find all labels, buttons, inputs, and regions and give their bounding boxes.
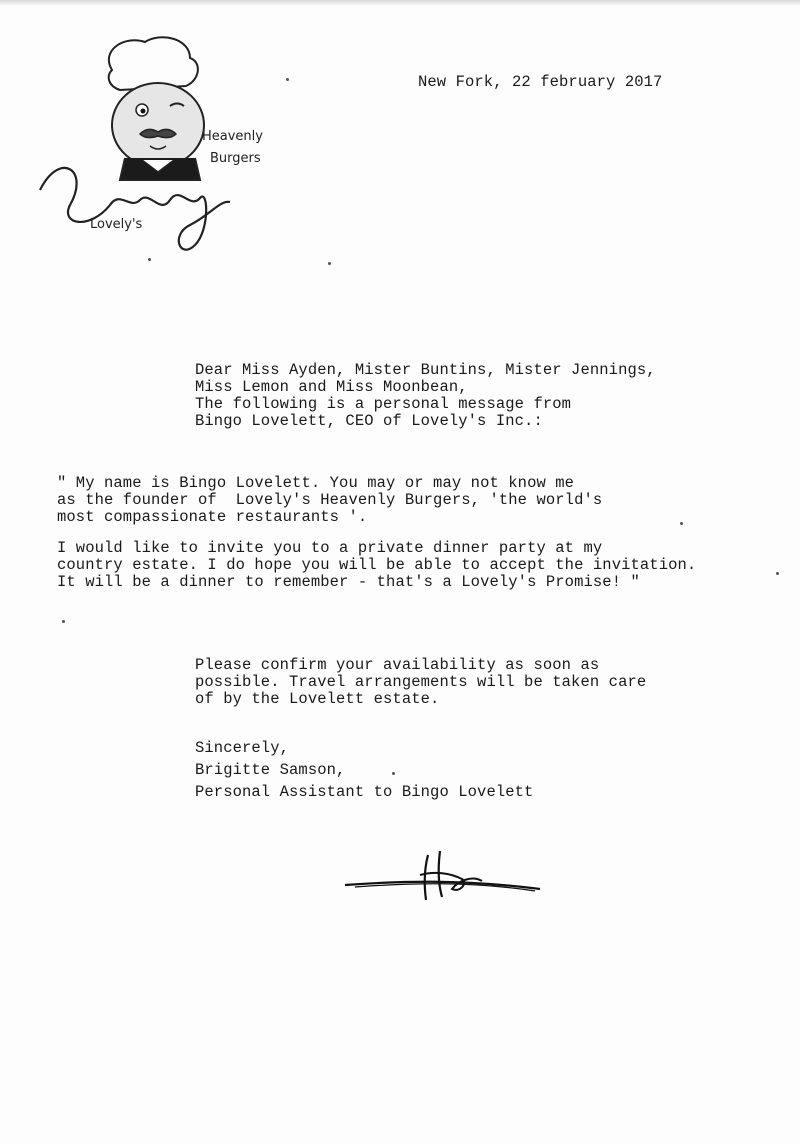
scan-speck — [680, 522, 683, 525]
message-p2-line-2: country estate. I do hope you will be able to accept the invitation. — [57, 556, 697, 574]
message-p2-line-3: It will be a dinner to remember - that's a Lovely's Promise! " — [57, 573, 640, 591]
scan-speck — [62, 620, 65, 623]
salutation-line-4: Bingo Lovelett, CEO of Lovely's Inc.: — [195, 412, 543, 430]
message-p1-line-3: most compassionate restaurants '. — [57, 508, 368, 526]
salutation-line-2: Miss Lemon and Miss Moonbean, — [195, 378, 468, 396]
scan-edge — [0, 0, 800, 6]
scan-speck — [328, 262, 331, 265]
confirmation-line-3: of by the Lovelett estate. — [195, 690, 440, 708]
scan-speck — [776, 572, 779, 575]
tagline-burgers: Burgers — [210, 151, 261, 166]
confirmation-line-1: Please confirm your availability as soon as — [195, 656, 600, 674]
brand-script-text: Lovely's — [90, 217, 143, 232]
closing-title: Personal Assistant to Bingo Lovelett — [195, 783, 534, 801]
scan-speck — [392, 772, 395, 775]
message-p1-line-2: as the founder of Lovely's Heavenly Burgers, 'the world's — [57, 491, 603, 509]
lovelys-logo — [30, 30, 270, 260]
salutation-line-1: Dear Miss Ayden, Mister Buntins, Mister Jennings, — [195, 361, 656, 379]
confirmation-line-2: possible. Travel arrangements will be taken care — [195, 673, 647, 691]
message-p2-line-1: I would like to invite you to a private dinner party at my — [57, 539, 603, 557]
scan-speck — [148, 258, 151, 261]
scan-speck — [286, 78, 289, 81]
signature — [340, 845, 550, 905]
message-p1-line-1: " My name is Bingo Lovelett. You may or may not know me — [57, 474, 575, 492]
tagline-heavenly: Heavenly — [202, 129, 263, 144]
closing-name: Brigitte Samson, — [195, 761, 346, 779]
closing-sincerely: Sincerely, — [195, 739, 290, 757]
date-line: New Fork, 22 february 2017 — [418, 73, 663, 91]
salutation-line-3: The following is a personal message from — [195, 395, 572, 413]
